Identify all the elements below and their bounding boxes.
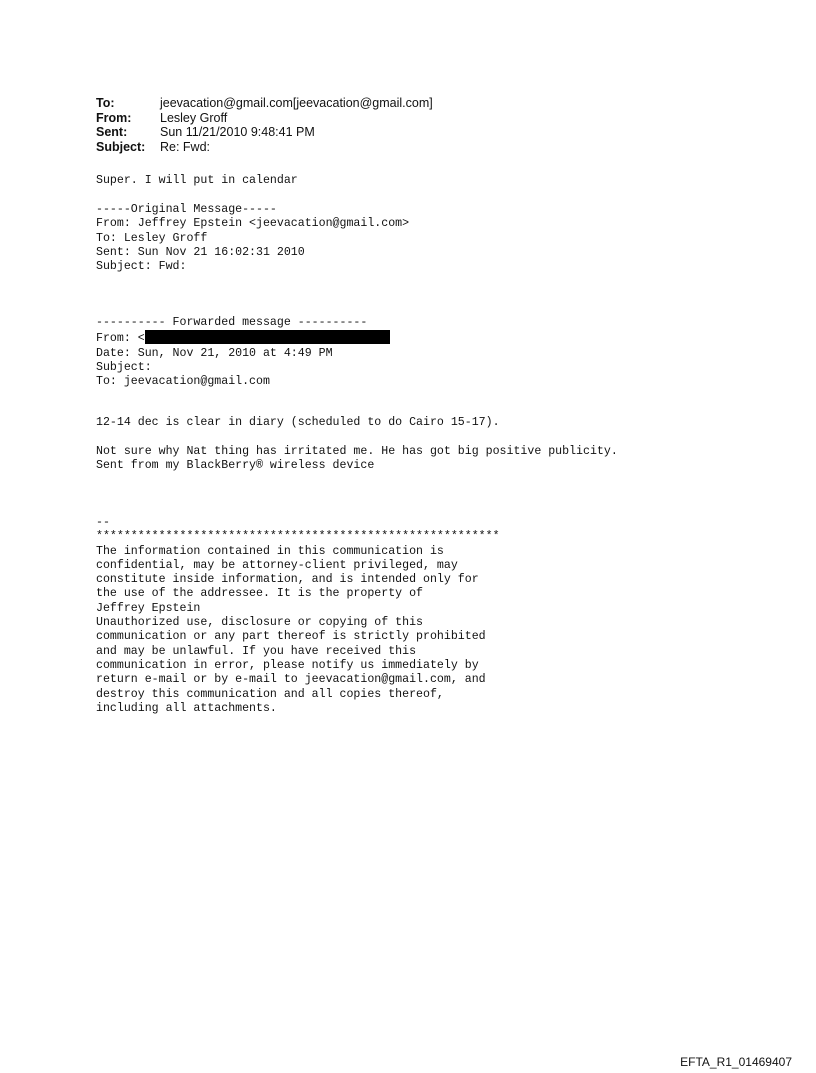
disclaimer-line: communication or any part thereof is strictly prohibited [96, 630, 486, 644]
disclaimer-line: communication in error, please notify us immediately by [96, 658, 479, 672]
forwarded-date: Date: Sun, Nov 21, 2010 at 4:49 PM [96, 346, 333, 360]
forwarded-to: To: jeevacation@gmail.com [96, 375, 270, 389]
disclaimer-line: Jeffrey Epstein [96, 601, 201, 615]
forwarded-message [96, 316, 390, 389]
message-line-1: 12-14 dec is clear in diary (scheduled to do Cairo 15-17). [96, 416, 500, 429]
original-message [96, 203, 409, 274]
disclaimer-line: the use of the addressee. It is the property of [96, 587, 423, 601]
subject-label: Subject: [96, 139, 146, 154]
from-value: Lesley Groff [160, 110, 228, 125]
disclaimer-line: and may be unlawful. If you have received this [96, 644, 417, 658]
redaction-bar [145, 330, 390, 344]
subject-value: Re: Fwd: [160, 139, 211, 154]
forwarded-subject: Subject: [96, 360, 152, 374]
disclaimer-stars: ********************************************************** [96, 530, 500, 544]
message-body-2 [96, 445, 618, 474]
sent-label: Sent: [96, 125, 128, 139]
forwarded-separator: ---------- Forwarded message ---------- [96, 316, 368, 329]
reply-body [96, 174, 298, 188]
forwarded-from-row [96, 330, 390, 346]
message-line-3: Sent from my BlackBerry® wireless device [96, 459, 375, 473]
original-from: From: Jeffrey Epstein <jeevacation@gmail.com> [96, 217, 410, 231]
disclaimer-line: destroy this communication and all copies thereof, [96, 687, 444, 701]
disclaimer-line: return e-mail or by e-mail to jeevacation@gmail.com, and [96, 673, 486, 687]
subject-row [96, 140, 433, 155]
to-label: To: [96, 96, 115, 110]
from-row [96, 111, 433, 126]
email-header [96, 96, 433, 154]
original-separator: -----Original Message----- [96, 203, 277, 216]
forwarded-from-prefix: From: < [96, 332, 145, 346]
message-body [96, 416, 500, 430]
from-label: From: [96, 110, 132, 125]
to-row [96, 96, 433, 111]
sent-value: Sun 11/21/2010 9:48:41 PM [160, 125, 315, 139]
disclaimer-line: including all attachments. [96, 701, 277, 715]
disclaimer-line: Unauthorized use, disclosure or copying of this [96, 616, 423, 630]
to-value: jeevacation@gmail.com[jeevacation@gmail.com] [160, 96, 433, 110]
original-sent: Sent: Sun Nov 21 16:02:31 2010 [96, 245, 305, 259]
original-to: To: Lesley Groff [96, 231, 208, 245]
sent-row [96, 125, 433, 140]
document-id: EFTA_R1_01469407 [680, 1055, 792, 1069]
disclaimer [96, 516, 500, 716]
disclaimer-line: constitute inside information, and is intended only for [96, 573, 479, 587]
message-line-2: Not sure why Nat thing has irritated me. He has got big positive publicity. [96, 445, 618, 458]
original-subject: Subject: Fwd: [96, 260, 187, 274]
signature-dashes: -- [96, 516, 110, 529]
reply-text: Super. I will put in calendar [96, 174, 298, 187]
disclaimer-line: The information contained in this communication is [96, 544, 444, 558]
disclaimer-line: confidential, may be attorney-client privileged, may [96, 558, 458, 572]
